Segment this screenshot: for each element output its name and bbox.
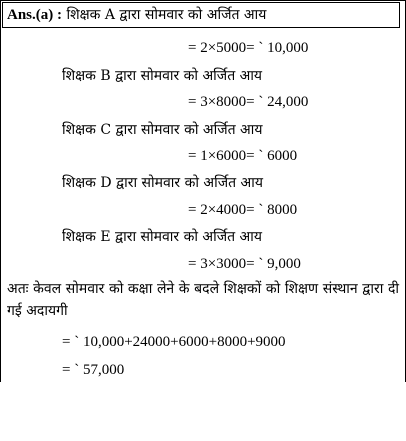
teacher-e-label: शिक्षक E द्वारा सोमवार को अर्जित आय (62, 229, 262, 245)
answer-title: शिक्षक A द्वारा सोमवार को अर्जित आय (66, 7, 267, 23)
teacher-a-calculation: = 2×5000= ` 10,000 (188, 40, 309, 56)
teacher-d-calculation: = 2×4000= ` 8000 (188, 202, 298, 218)
teacher-b-label: शिक्षक B द्वारा सोमवार को अर्जित आय (62, 68, 263, 84)
answer-label: Ans.(a) : (7, 7, 62, 23)
total-result: = ` 57,000 (62, 362, 125, 378)
total-expression: = ` 10,000+24000+6000+8000+9000 (62, 334, 286, 350)
teacher-b-calculation: = 3×8000= ` 24,000 (188, 94, 309, 110)
conclusion-text: अतः केवल सोमवार को कक्षा लेने के बदले शिक्षकों को शिक्षण संस्थान द्वारा दी गई अदायगी (7, 281, 399, 319)
answer-header (2, 2, 400, 28)
teacher-c-calculation: = 1×6000= ` 6000 (188, 148, 298, 164)
teacher-e-calculation: = 3×3000= ` 9,000 (188, 256, 301, 272)
teacher-c-label: शिक्षक C द्वारा सोमवार को अर्जित आय (62, 122, 263, 138)
teacher-d-label: शिक्षक D द्वारा सोमवार को अर्जित आय (62, 175, 263, 191)
